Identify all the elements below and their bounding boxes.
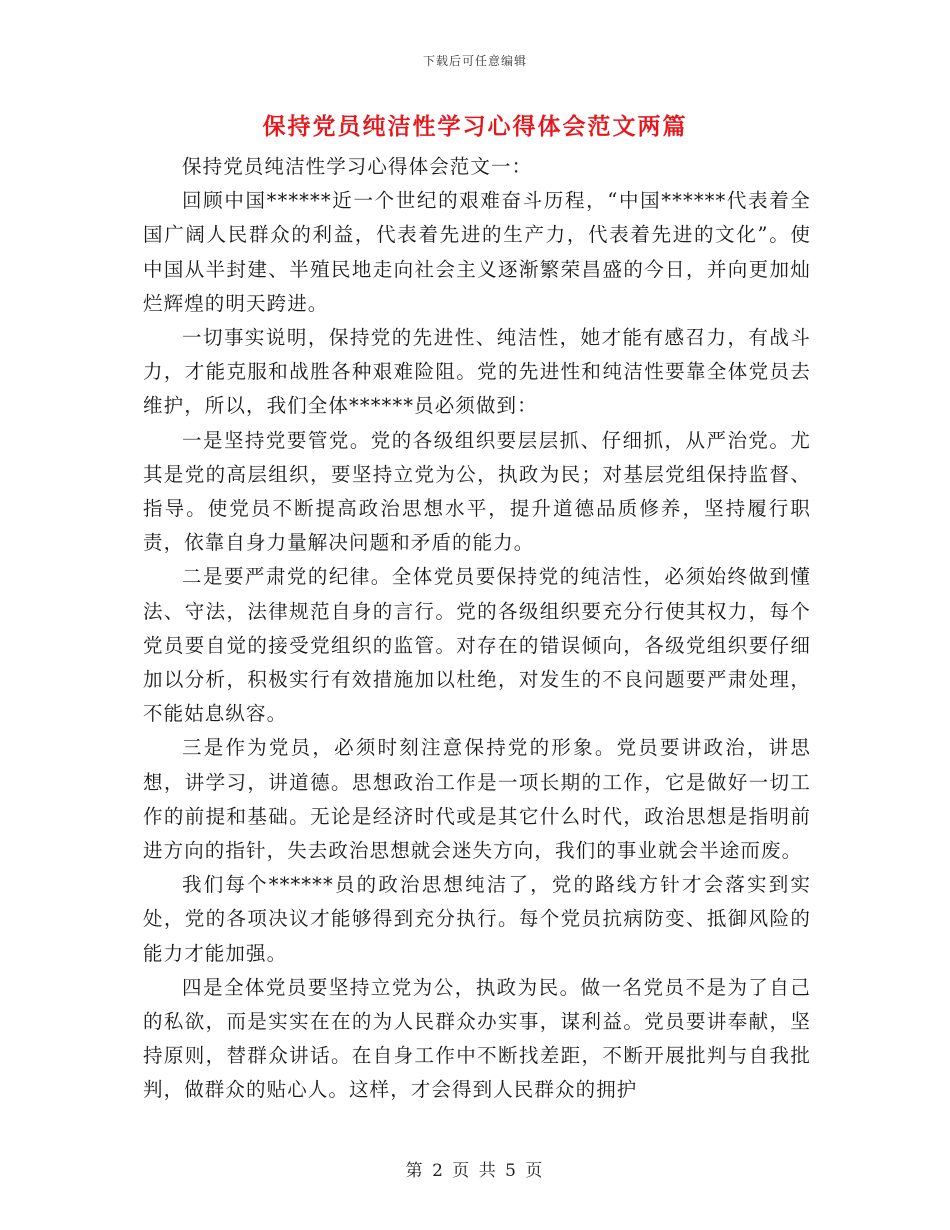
- paragraph: 一切事实说明，保持党的先进性、纯洁性，她才能有感召力，有战斗力，才能克服和战胜各种艰难险阻。党的先进性和纯洁性要靠全体党员去维护，所以，我们全体******员必须做到：: [143, 326, 811, 418]
- paragraph: 一是坚持党要管党。党的各级组织要层层抓、仔细抓，从严治党。尤其是党的高层组织，要坚持立党为公，执政为民；对基层党组保持监督、指导。使党员不断提高政治思想水平，提升道德品质修养，坚持履行职责，依靠自身力量解决问题和矛盾的能力。: [143, 428, 811, 555]
- document-title: 保持党员纯洁性学习心得体会范文两篇: [262, 113, 688, 140]
- paragraph-subtitle: 保持党员纯洁性学习心得体会范文一：: [182, 155, 533, 178]
- paragraph: 四是全体党员要坚持立党为公，执政为民。做一名党员不是为了自己的私欲，而是实实在在的为人民群众办实事，谋利益。党员要讲奉献，坚持原则，替群众讲话。在自身工作中不断找差距，不断开展批判与自我批判，做群众的贴心人。这样，才会得到人民群众的拥护: [143, 975, 811, 1102]
- paragraph: 回顾中国******近一个世纪的艰难奋斗历程，“中国******代表着全国广阔人民群众的利益，代表着先进的生产力，代表着先进的文化”。使中国从半封建、半殖民地走向社会主义逐渐繁荣昌盛的今日，并向更加灿烂辉煌的明天跨进。: [143, 189, 811, 315]
- header-note: 下载后可任意编辑: [422, 54, 527, 68]
- document-body: [143, 150, 811, 1108]
- paragraph: 二是要严肃党的纪律。全体党员要保持党的纯洁性，必须始终做到懂法、守法，法律规范自身的言行。党的各级组织要充分行使其权力，每个党员要自觉的接受党组织的监管。对存在的错误倾向，各级党组织要仔细加以分析，积极实行有效措施加以杜绝，对发生的不良问题要严肃处理，不能姑息纵容。: [143, 565, 811, 726]
- paragraph: 三是作为党员，必须时刻注意保持党的形象。党员要讲政治，讲思想，讲学习，讲道德。思想政治工作是一项长期的工作，它是做好一切工作的前提和基础。无论是经济时代或是其它什么时代，政治思想是指明前进方向的指针，失去政治思想就会迷失方向，我们的事业就会半途而废。: [143, 736, 811, 863]
- page-footer: 第 2 页 共 5 页: [405, 1161, 545, 1181]
- paragraph: 我们每个******员的政治思想纯洁了，党的路线方针才会落实到实处，党的各项决议才能够得到充分执行。每个党员抗病防变、抵御风险的能力才能加强。: [143, 873, 811, 965]
